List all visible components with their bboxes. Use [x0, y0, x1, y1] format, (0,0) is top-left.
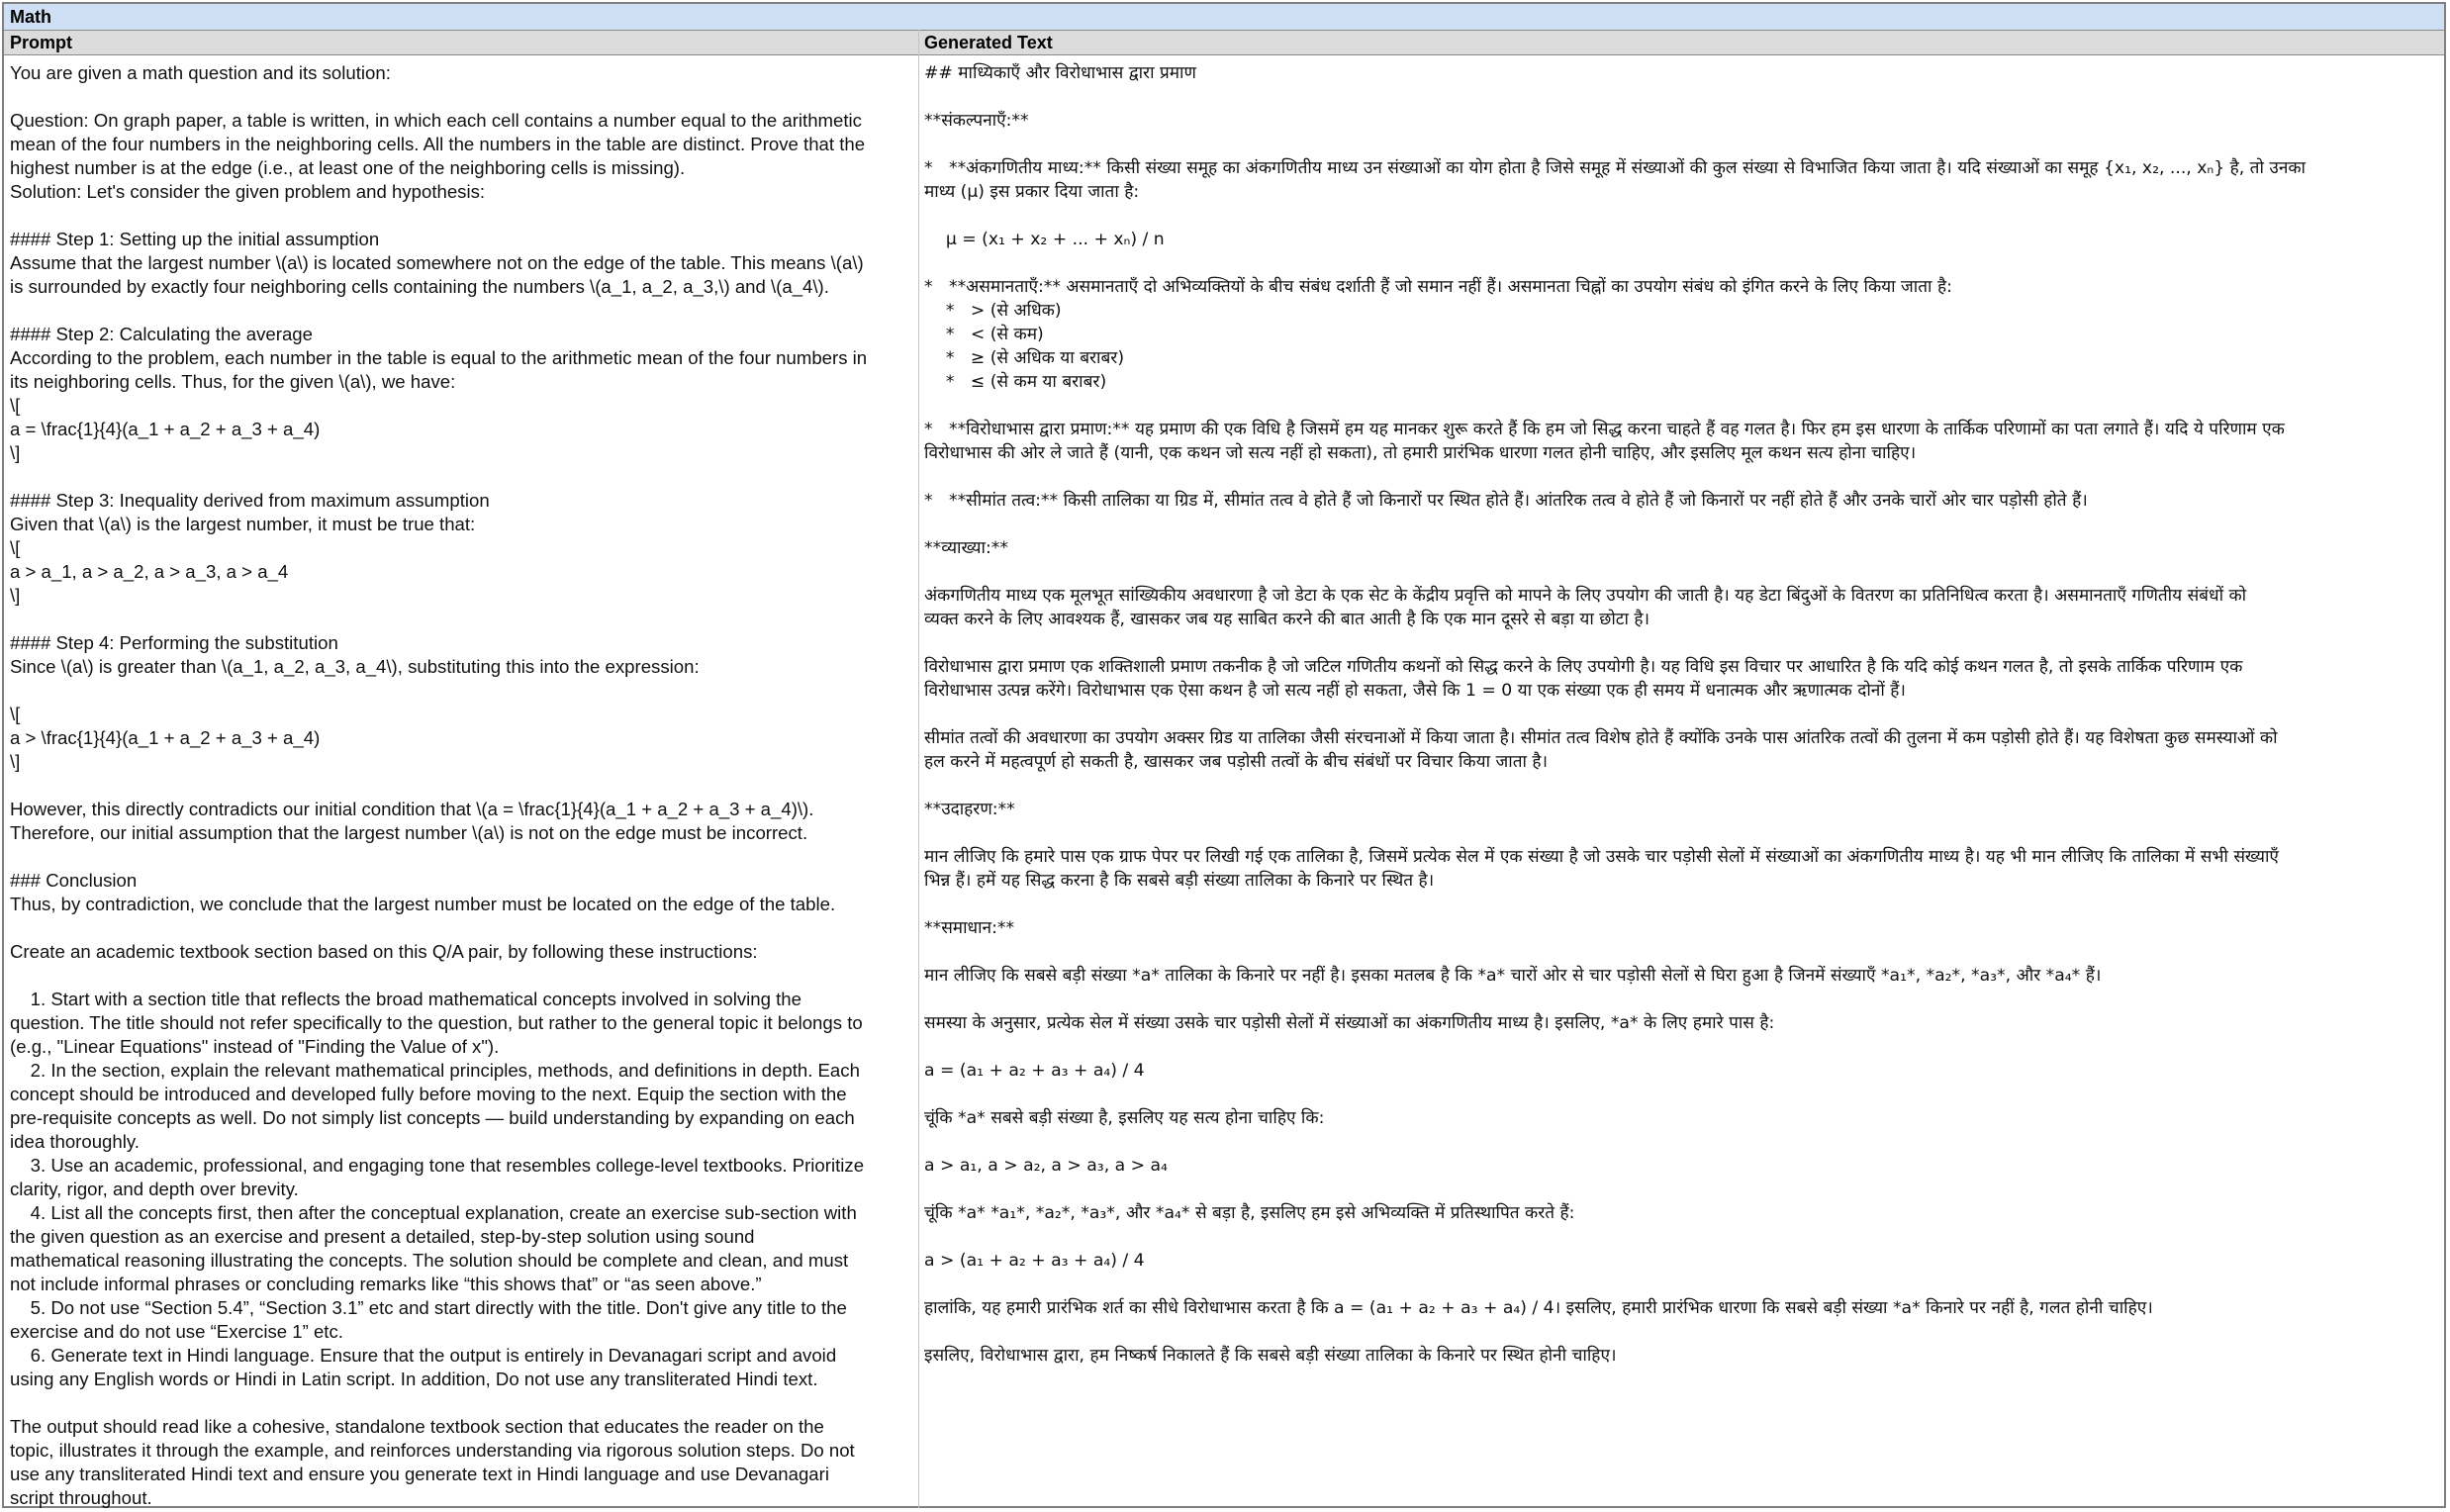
- generated-line: [924, 1320, 2436, 1344]
- prompt-line: \[: [10, 704, 21, 724]
- prompt-line: Given that \(a\) is the largest number, it must be true that:: [10, 514, 476, 534]
- generated-line: [924, 251, 2436, 275]
- prompt-line: topic, illustrates it through the example, and reinforces understanding via rigorous solution steps. Do not: [10, 1440, 855, 1461]
- prompt-line: \]: [10, 442, 21, 463]
- prompt-line: concept should be introduced and developed fully before moving to the next. Equip the section with the: [10, 1084, 847, 1104]
- prompt-line: idea thoroughly.: [10, 1131, 140, 1152]
- prompt-line: use any transliterated Hindi text and ensure you generate text in Hindi language and use Devanagari: [10, 1464, 829, 1484]
- generated-line: [924, 394, 2436, 418]
- prompt-line: #### Step 2: Calculating the average: [10, 324, 313, 344]
- prompt-line: not include informal phrases or concluding remarks like “this shows that” or “as seen above.”: [10, 1274, 762, 1294]
- prompt-line: [10, 845, 916, 869]
- prompt-line: [10, 774, 916, 798]
- generated-line: * **अंकगणितीय माध्य:** किसी संख्या समूह का अंकगणितीय माध्य उन संख्याओं का योग होता है जिसे समूह में संख्याओं की कुल संख्या से विभाजित किया जाता है। यदि संख्याओं का समूह {x₁, x₂, ..., xₙ} है, तो उनका: [924, 158, 2307, 178]
- generated-line: [924, 1035, 2436, 1059]
- prompt-line: 3. Use an academic, professional, and engaging tone that resembles college-level textbooks. Prioritize: [10, 1155, 865, 1176]
- generated-line: * > (से अधिक): [924, 301, 1062, 321]
- column-divider: [918, 30, 919, 1508]
- prompt-line: Create an academic textbook section based on this Q/A pair, by following these instructions:: [10, 941, 758, 962]
- generated-line: a > a₁, a > a₂, a > a₃, a > a₄: [924, 1156, 1168, 1176]
- generated-line: मान लीजिए कि सबसे बड़ी संख्या *a* तालिका के किनारे पर नहीं है। इसका मतलब है कि *a* चारों ओर से चार पड़ोसी सेलों से घिरा हुआ है जिनमें संख्याएँ *a₁*, *a₂*, *a₃*, और *a₄* हैं।: [924, 966, 2102, 986]
- prompt-line: [10, 679, 916, 703]
- generated-line: [924, 940, 2436, 964]
- table-title: Math: [4, 4, 2444, 31]
- generated-line: [924, 988, 2436, 1011]
- prompt-line: Solution: Let's consider the given problem and hypothesis:: [10, 181, 486, 202]
- prompt-line: [10, 204, 916, 228]
- generated-line: [924, 465, 2436, 489]
- prompt-line: #### Step 3: Inequality derived from maximum assumption: [10, 490, 490, 511]
- generated-line: [924, 821, 2436, 845]
- prompt-line: #### Step 1: Setting up the initial assumption: [10, 229, 380, 249]
- prompt-line: \[: [10, 395, 21, 416]
- generated-line: * **असमानताएँ:** असमानताएँ दो अभिव्यक्तियों के बीच संबंध दर्शाती हैं जो समान नहीं हैं। असमानता चिह्नों का उपयोग संबंध को इंगित करने के लिए किया जाता है:: [924, 277, 1952, 297]
- generated-line: चूंकि *a* *a₁*, *a₂*, *a₃*, और *a₄* से बड़ा है, इसलिए हम इसे अभिव्यक्ति में प्रतिस्थापित करते हैं:: [924, 1203, 1575, 1223]
- generated-line: [924, 133, 2436, 156]
- generated-line: [924, 204, 2436, 228]
- generated-line: विरोधाभास उत्पन्न करेंगे। विरोधाभास एक ऐसा कथन है जो सत्य नहीं हो सकता, जैसे कि 1 = 0 या एक संख्या एक ही समय में धनात्मक और ऋणात्मक दोनों हैं।: [924, 681, 1906, 701]
- prompt-line: Since \(a\) is greater than \(a_1, a_2, a_3, a_4\), substituting this into the expression:: [10, 656, 700, 677]
- generated-line: भिन्न हैं। हमें यह सिद्ध करना है कि सबसे बड़ी संख्या तालिका के किनारे पर स्थित है।: [924, 871, 1435, 891]
- prompt-line: ### Conclusion: [10, 870, 138, 891]
- generated-line: विरोधाभास की ओर ले जाते हैं (यानी, एक कथन जो सत्य नहीं हो सकता), तो हमारी प्रारंभिक धारणा गलत होनी चाहिए, और इसलिए मूल कथन सत्य होना चाहिए।: [924, 443, 1917, 463]
- generated-line: [924, 774, 2436, 798]
- generated-line: μ = (x₁ + x₂ + ... + xₙ) / n: [924, 230, 1165, 249]
- generated-line: मान लीजिए कि हमारे पास एक ग्राफ पेपर पर लिखी गई एक तालिका है, जिसमें प्रत्येक सेल में एक संख्या है जो उसके चार पड़ोसी सेलों में संख्याओं का अंकगणितीय माध्य है। यह भी मान लीजिए कि तालिका में सभी संख्याएँ: [924, 847, 2279, 867]
- generated-line: **व्याख्या:**: [924, 538, 1008, 558]
- generated-line: हल करने में महत्वपूर्ण हो सकती है, खासकर जब पड़ोसी तत्वों के बीच संबंधों पर विचार किया जाता है।: [924, 752, 1549, 772]
- prompt-line: using any English words or Hindi in Latin script. In addition, Do not use any transliterated Hindi text.: [10, 1369, 818, 1389]
- prompt-line: You are given a math question and its solution:: [10, 62, 391, 83]
- prompt-line: pre-requisite concepts as well. Do not simply list concepts — build understanding by expanding on each: [10, 1107, 855, 1128]
- prompt-line: \[: [10, 537, 21, 558]
- generated-line: इसलिए, विरोधाभास द्वारा, हम निष्कर्ष निकालते हैं कि सबसे बड़ी संख्या तालिका के किनारे पर स्थित होनी चाहिए।: [924, 1346, 1617, 1366]
- generated-line: [924, 631, 2436, 655]
- generated-line: [924, 1273, 2436, 1296]
- prompt-line: a > \frac{1}{4}(a_1 + a_2 + a_3 + a_4): [10, 727, 321, 748]
- prompt-line: [10, 299, 916, 323]
- generated-line: समस्या के अनुसार, प्रत्येक सेल में संख्या उसके चार पड़ोसी सेलों में संख्याओं का अंकगणितीय माध्य है। इसलिए, *a* के लिए हमारे पास है:: [924, 1013, 1775, 1033]
- generated-line: सीमांत तत्वों की अवधारणा का उपयोग अक्सर ग्रिड या तालिका जैसी संरचनाओं में किया जाता है। सीमांत तत्व विशेष होते हैं क्योंकि उनके पास आंतरिक तत्वों की तुलना में कम पड़ोसी होते हैं। यह विशेषता कुछ समस्याओं को: [924, 728, 2278, 748]
- prompt-line: Therefore, our initial assumption that the largest number \(a\) is not on the edge must be incorrect.: [10, 822, 808, 843]
- document-frame: [2, 2, 2446, 1508]
- generated-line: माध्य (μ) इस प्रकार दिया जाता है:: [924, 182, 1140, 202]
- prompt-line: [10, 465, 916, 489]
- prompt-line: a > a_1, a > a_2, a > a_3, a > a_4: [10, 561, 289, 582]
- generated-line: [924, 1225, 2436, 1249]
- prompt-cell: [10, 61, 916, 1510]
- prompt-line: highest number is at the edge (i.e., at least one of the neighboring cells is missing).: [10, 157, 686, 178]
- prompt-line: mathematical reasoning illustrating the concepts. The solution should be complete and clean, and must: [10, 1250, 849, 1271]
- generated-line: व्यक्त करने के लिए आवश्यक हैं, खासकर जब यह साबित करने की बात आती है कि एक मान दूसरे से बड़ा या छोटा है।: [924, 610, 1650, 629]
- prompt-line: clarity, rigor, and depth over brevity.: [10, 1179, 299, 1199]
- prompt-header: Prompt: [10, 33, 72, 52]
- generated-line: चूंकि *a* सबसे बड़ी संख्या है, इसलिए यह सत्य होना चाहिए कि:: [924, 1108, 1325, 1128]
- prompt-line: Question: On graph paper, a table is written, in which each cell contains a number equal to the arithmetic: [10, 110, 862, 131]
- generated-line: **संकल्पनाएँ:**: [924, 111, 1029, 131]
- prompt-line: exercise and do not use “Exercise 1” etc.: [10, 1321, 343, 1342]
- generated-line: [924, 1130, 2436, 1154]
- generated-line: विरोधाभास द्वारा प्रमाण एक शक्तिशाली प्रमाण तकनीक है जो जटिल गणितीय कथनों को सिद्ध करने के लिए उपयोगी है। यह विधि इस विचार पर आधारित है कि यदि कोई कथन गलत है, तो इसके तार्किक परिणाम एक: [924, 657, 2243, 677]
- generated-line: * ≤ (से कम या बराबर): [924, 372, 1107, 392]
- prompt-line: its neighboring cells. Thus, for the given \(a\), we have:: [10, 371, 456, 392]
- prompt-line: [10, 608, 916, 631]
- prompt-line: Thus, by contradiction, we conclude that the largest number must be located on the edge of the table.: [10, 894, 836, 914]
- prompt-line: 4. List all the concepts first, then after the conceptual explanation, create an exercise sub-section with: [10, 1202, 857, 1223]
- prompt-line: [10, 916, 916, 940]
- prompt-line: 2. In the section, explain the relevant mathematical principles, methods, and definitions in depth. Each: [10, 1060, 860, 1081]
- generated-line: हालांकि, यह हमारी प्रारंभिक शर्त का सीधे विरोधाभास करता है कि a = (a₁ + a₂ + a₃ + a₄) / 4। इसलिए, हमारी प्रारंभिक धारणा कि सबसे बड़ी संख्या *a* किनारे पर नहीं है, गलत होनी चाहिए।: [924, 1298, 2153, 1318]
- generated-line: ## माध्यिकाएँ और विरोधाभास द्वारा प्रमाण: [924, 63, 1196, 83]
- generated-line: [924, 703, 2436, 726]
- prompt-line: #### Step 4: Performing the substitution: [10, 632, 338, 653]
- generated-line: [924, 1083, 2436, 1106]
- generated-line: [924, 893, 2436, 916]
- prompt-line: script throughout.: [10, 1487, 152, 1508]
- prompt-line: 1. Start with a section title that reflects the broad mathematical concepts involved in solving the: [10, 989, 801, 1009]
- generated-line: * **विरोधाभास द्वारा प्रमाण:** यह प्रमाण की एक विधि है जिसमें हम यह मानकर शुरू करते हैं कि हम जो सिद्ध करना चाहते हैं वह गलत है। फिर हम इस धारणा के तार्किक परिणामों का पता लगाते हैं। यदि ये परिणाम एक: [924, 420, 2285, 439]
- prompt-line: is surrounded by exactly four neighboring cells containing the numbers \(a_1, a_2, a_3,\) and \(a_4\).: [10, 276, 829, 297]
- generated-line: * ≥ (से अधिक या बराबर): [924, 348, 1125, 368]
- prompt-line: [10, 964, 916, 988]
- generated-line: [924, 513, 2436, 536]
- prompt-line: [10, 1391, 916, 1415]
- prompt-line: The output should read like a cohesive, standalone textbook section that educates the reader on the: [10, 1416, 824, 1437]
- prompt-line: (e.g., "Linear Equations" instead of "Finding the Value of x").: [10, 1036, 500, 1057]
- generated-line: a = (a₁ + a₂ + a₃ + a₄) / 4: [924, 1061, 1145, 1081]
- generated-line: [924, 1178, 2436, 1201]
- generated-line: * < (से कम): [924, 325, 1044, 344]
- generated-text-header: Generated Text: [924, 33, 1053, 52]
- prompt-line: a = \frac{1}{4}(a_1 + a_2 + a_3 + a_4): [10, 419, 321, 439]
- prompt-line: the given question as an exercise and present a detailed, step-by-step solution using sound: [10, 1226, 755, 1247]
- generated-line: [924, 85, 2436, 109]
- prompt-line: However, this directly contradicts our initial condition that \(a = \frac{1}{4}(a_1 + a_2 + a_3 + a_4)\).: [10, 799, 814, 819]
- prompt-line: [10, 85, 916, 109]
- prompt-line: question. The title should not refer specifically to the question, but rather to the general topic it belongs to: [10, 1012, 863, 1033]
- generated-text-cell: [924, 61, 2436, 1368]
- generated-line: **उदाहरण:**: [924, 800, 1015, 819]
- generated-line: a > (a₁ + a₂ + a₃ + a₄) / 4: [924, 1251, 1145, 1271]
- generated-line: * **सीमांत तत्व:** किसी तालिका या ग्रिड में, सीमांत तत्व वे होते हैं जो किनारों पर स्थित होते हैं। आंतरिक तत्व वे होते हैं जो किनारों पर नहीं होते हैं और उनके चारों ओर चार पड़ोसी होते हैं।: [924, 491, 2088, 511]
- prompt-line: \]: [10, 751, 21, 772]
- prompt-line: mean of the four numbers in the neighboring cells. All the numbers in the table are distinct. Prove that the: [10, 134, 866, 154]
- generated-line: अंकगणितीय माध्य एक मूलभूत सांख्यिकीय अवधारणा है जो डेटा के एक सेट के केंद्रीय प्रवृत्ति को मापने के लिए उपयोग की जाती है। यह डेटा बिंदुओं के वितरण का प्रतिनिधित्व करता है। असमानताएँ गणितीय संबंधों को: [924, 586, 2247, 606]
- prompt-line: 6. Generate text in Hindi language. Ensure that the output is entirely in Devanagari script and avoid: [10, 1345, 837, 1366]
- generated-line: [924, 560, 2436, 584]
- prompt-line: \]: [10, 585, 21, 606]
- prompt-line: Assume that the largest number \(a\) is located somewhere not on the edge of the table. This means \(a\): [10, 252, 864, 273]
- generated-line: **समाधान:**: [924, 918, 1015, 938]
- header-row: [4, 31, 2444, 55]
- prompt-line: According to the problem, each number in the table is equal to the arithmetic mean of the four numbers in: [10, 347, 868, 368]
- prompt-line: 5. Do not use “Section 5.4”, “Section 3.1” etc and start directly with the title. Don't give any title to the: [10, 1297, 847, 1318]
